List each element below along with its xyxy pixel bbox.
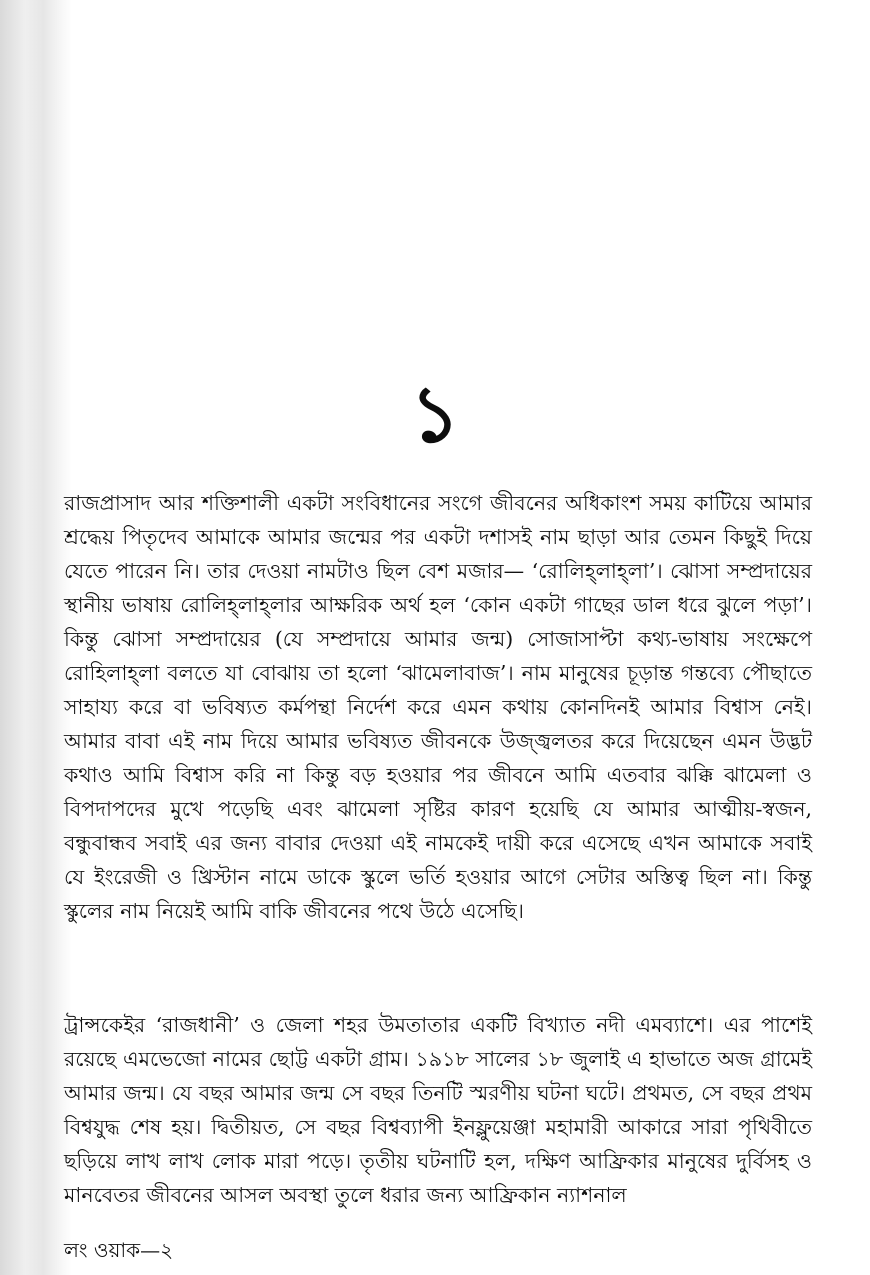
paragraph-1: রাজপ্রাসাদ আর শক্তিশালী একটা সংবিধানের সংগে জীবনের অধিকাংশ সময় কাটিয়ে আমার শ্রদ্ধেয় পিতৃদেব আমাকে আমার জন্মের পর একটা দশাসই নাম ছাড়া আর তেমন কিছুই দিয়ে যেতে পারেন নি। তার দেওয়া নামটাও ছিল বেশ মজার— ‘রোলিহ্‌লাহ্‌লা’। ঝোসা সম্প্রদায়ের স্থানীয় ভাষায় রোলিহ্‌লাহ্‌লার আক্ষরিক অর্থ হল ‘কোন একটা গাছের ডাল ধরে ঝুলে পড়া’। কিন্তু ঝোসা সম্প্রদায়ের (যে সম্প্রদায়ে আমার জন্ম) সোজাসাপ্টা কথ্য-ভাষায় সংক্ষেপে রোহিলাহ্‌লা বলতে যা বোঝায় তা হলো ‘ঝামেলাবাজ’। নাম মানুষের চূড়ান্ত গন্তব্যে পৌছাতে সাহায্য করে বা ভবিষ্যত কর্মপন্থা নির্দেশ করে এমন কথায় কোনদিনই আমার বিশ্বাস নেই। আমার বাবা এই নাম দিয়ে আমার ভবিষ্যত জীবনকে উজ্জ্বলতর করে দিয়েছেন এমন উদ্ভট কথাও আমি বিশ্বাস করি না কিন্তু বড় হওয়ার পর জীবনে আমি এতবার ঝক্কি ঝামেলা ও বিপদাপদের মুখে পড়েছি এবং ঝামেলা সৃষ্টির কারণ হয়েছি যে আমার আত্মীয়-স্বজন, বন্ধুবান্ধব সবাই এর জন্য বাবার দেওয়া এই নামকেই দায়ী করে এসেছে এখন আমাকে সবাই যে ইংরেজী ও খ্রিস্টান নামে ডাকে স্কুলে ভর্তি হওয়ার আগে সেটার অস্তিত্ব ছিল না। কিন্তু স্কুলের নাম নিয়েই আমি বাকি জীবনের পথে উঠে এসেছি। bbox=[64, 491, 812, 923]
footer-signature: লং ওয়াক—২ bbox=[64, 1238, 174, 1262]
chapter-number: ১ bbox=[409, 369, 461, 460]
paragraph-2: ট্রান্সকেইর ‘রাজধানী’ ও জেলা শহর উমতাতার একটি বিখ্যাত নদী এমব্যাশে। এর পাশেই রয়েছে এমভেজো নামের ছোট্ট একটা গ্রাম। ১৯১৮ সালের ১৮ জুলাই এ হাভাতে অজ গ্রামেই আমার জন্ম। যে বছর আমার জন্ম সে বছর তিনটি স্মরণীয় ঘটনা ঘটে। প্রথমত, সে বছর প্রথম বিশ্বযুদ্ধ শেষ হয়। দ্বিতীয়ত, সে বছর বিশ্বব্যাপী ইনফ্লুয়েঞ্জা মহামারী আকারে সারা পৃথিবীতে ছড়িয়ে লাখ লাখ লোক মারা পড়ে। তৃতীয় ঘটনাটি হল, দক্ষিণ আফ্রিকার মানুষের দুর্বিসহ ও মানবেতর জীবনের আসল অবস্থা তুলে ধরার জন্য আফ্রিকান ন্যাশনাল bbox=[64, 1013, 812, 1207]
